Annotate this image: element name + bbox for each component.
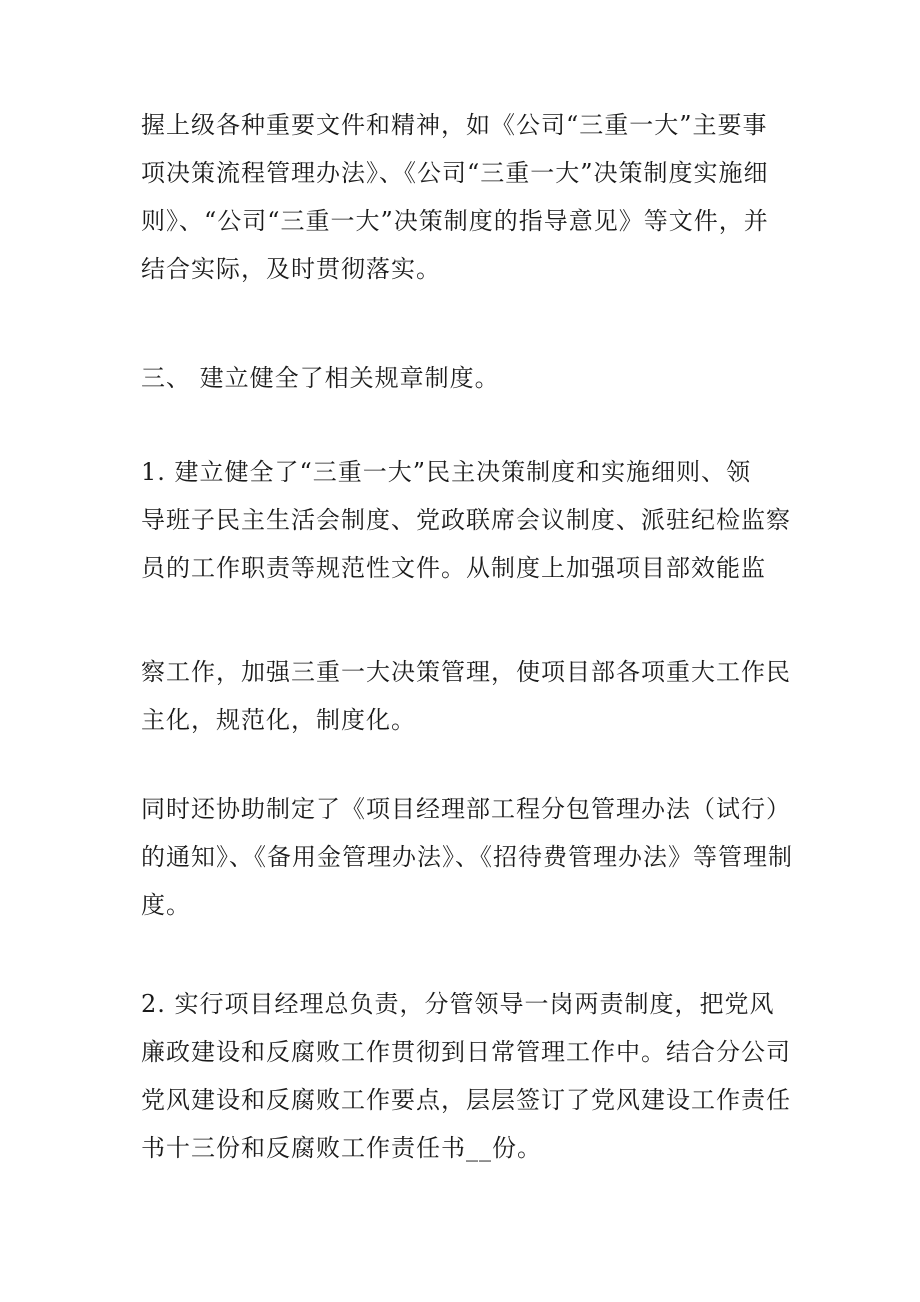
text-line: 导班子民主生活会制度、党政联席会议制度、派驻纪检监察 [141,506,791,534]
text-line: 结合实际，及时贯彻落实。 [141,255,441,283]
text-line: 2. 实行项目经理总负责，分管领导一岗两责制度，把党风 [141,990,775,1018]
text-line: 则》、“公司“三重一大”决策制度的指导意见》等文件，并 [141,207,769,235]
text-line: 廉政建设和反腐败工作贯彻到日常管理工作中。结合分公司 [141,1038,791,1066]
text-line: 度。 [141,891,191,919]
heading-line: 三、 建立健全了相关规章制度。 [141,364,500,392]
text-line: 书十三份和反腐败工作责任书__份。 [141,1134,542,1162]
paragraph-continuation [141,648,801,744]
paragraph-supplementary [141,785,801,929]
text-line: 党风建设和反腐败工作要点，层层签订了党风建设工作责任 [141,1086,791,1114]
paragraph-item-1 [141,448,801,592]
text-line: 主化，规范化，制度化。 [141,706,416,734]
text-line: 握上级各种重要文件和精神，如《公司“三重一大”主要事 [141,111,768,139]
text-line: 项决策流程管理办法》、《公司“三重一大”决策制度实施细 [141,159,769,187]
text-line: 的通知》、《备用金管理办法》、《招待费管理办法》等管理制 [141,843,793,871]
paragraph-1 [141,101,801,293]
section-heading-3 [141,354,801,402]
text-line: 员的工作职责等规范性文件。从制度上加强项目部效能监 [141,554,766,582]
paragraph-item-2 [141,980,801,1172]
text-line: 同时还协助制定了《项目经理部工程分包管理办法（试行） [141,795,791,823]
text-line: 1. 建立健全了“三重一大”民主决策制度和实施细则、领 [141,458,752,486]
text-line: 察工作，加强三重一大决策管理，使项目部各项重大工作民 [141,658,791,686]
